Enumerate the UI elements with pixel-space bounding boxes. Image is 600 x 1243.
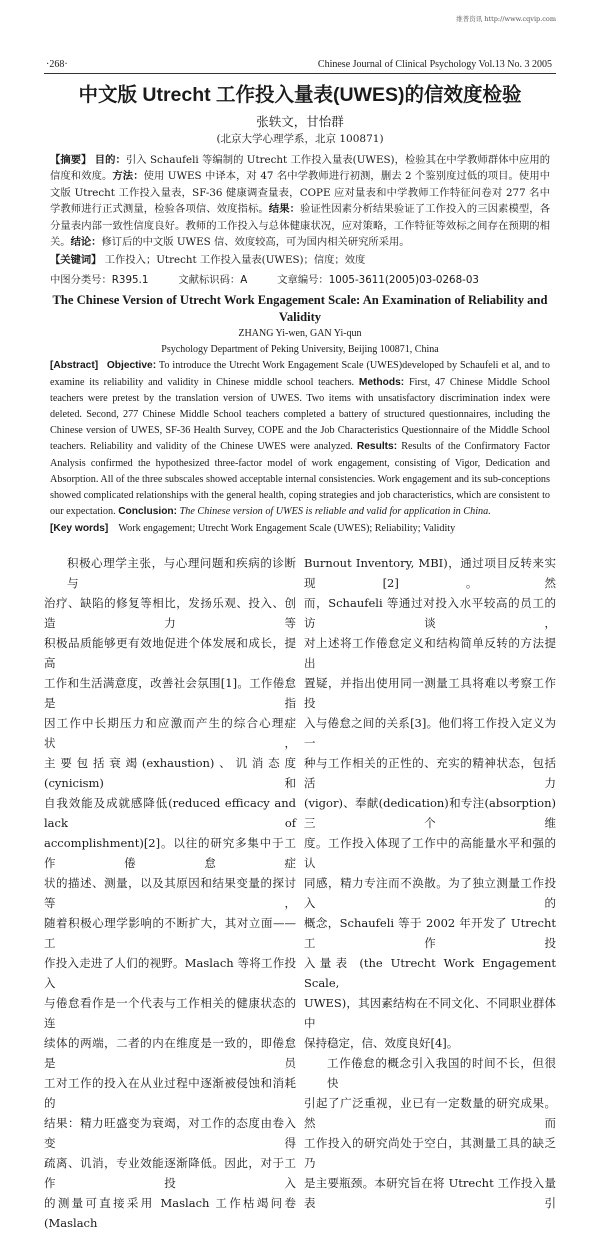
body-text-line: 保持稳定，信、效度良好[4]。 [304, 1036, 459, 1051]
running-header [44, 59, 556, 74]
body-text-line: (vigor)、奉献(dedication)和专注(absorption)三个维 [304, 796, 556, 831]
en-results-text: Results of the Confirmatory Factor Analysis confirmed the hypothesized three-factor model of work engagement, consisting of Vigor, Dedication and Absorption. All of the three subscales showed acceptable internal consistencies. Work engagement and its sub-conceptions showed complicated relationships with the general health, coping strategies and job characteristics, which are consistent to our expectation. [50, 441, 551, 518]
body-text-line: 同感，精力专注而不涣散。为了独立测量工作投入的 [304, 876, 556, 911]
abstract-label: 【摘要】 [50, 154, 92, 166]
en-abstract-label: [Abstract] [50, 360, 99, 372]
body-text-line: 结果：精力旺盛变为衰竭，对工作的态度由卷入变得 [44, 1116, 296, 1151]
conclusion-text: 修订后的中文版 UWES 信、效度较高，可为国内相关研究所采用。 [101, 236, 410, 249]
body-text-line: 与倦怠看作是一个代表与工作相关的健康状态的连 [44, 996, 296, 1031]
page-number: ·268· [46, 59, 68, 70]
english-abstract [50, 358, 550, 520]
body-text-line: 状的描述、测量，以及其原因和结果变量的探讨等， [44, 876, 296, 911]
document-code: 文献标识码：A [178, 274, 248, 287]
keywords-text: 工作投入；Utrecht 工作投入量表(UWES)；信度；效度 [104, 254, 366, 267]
en-keywords-label: [Key words] [50, 523, 109, 535]
running-header-journal: Chinese Journal of Clinical Psychology Vol.13 No. 3 2005 [317, 59, 552, 70]
body-text-line: 是主要瓶颈。本研究旨在将 Utrecht 工作投入量表引 [304, 1176, 556, 1211]
body-text-line: 入量表 (the Utrecht Work Engagement Scale, [304, 956, 556, 991]
body-text-line: 作投入走进了人们的视野。Maslach 等将工作投入 [44, 956, 296, 991]
en-methods-label: Methods: [358, 376, 405, 388]
body-text-line: 种与工作相关的正性的、充实的精神状态，包括活力 [304, 756, 556, 791]
body-text-line: 续体的两端，二者的内在维度是一致的，即倦怠是员 [44, 1036, 296, 1071]
en-objective-label: Objective: [106, 360, 157, 372]
body-text-line: 治疗、缺陷的修复等相比，发扬乐观、投入、创造力等 [44, 596, 296, 631]
body-text-line: 疏离、讥消，专业效能逐渐降低。因此，对于工作投入 [44, 1156, 296, 1191]
keywords-label: 【关键词】 [50, 254, 102, 267]
body-text-line: 而，Schaufeli 等通过对投入水平较高的员工的访谈， [304, 596, 556, 631]
en-keywords-text: Work engagement; Utrecht Work Engagement Scale (UWES); Reliability; Validity [118, 523, 456, 535]
body-text-line: 的测量可直接采用 Maslach 工作枯竭问卷(Maslach [44, 1196, 296, 1231]
body-text-line: UWES)，其因素结构在不同文化、不同职业群体中 [304, 996, 556, 1031]
methods-label: 方法： [112, 170, 144, 183]
body-text-line: 入与倦怠之间的关系[3]。他们将工作投入定义为一 [304, 716, 556, 751]
body-text-line: accomplishment)[2]。以往的研究多集中于工作倦怠症 [44, 836, 296, 871]
article-number: 文章编号：1005-3611(2005)03-0268-03 [277, 274, 479, 287]
watermark: 维普资讯 http://www.cqvip.com [456, 15, 556, 23]
body-column-left [44, 553, 296, 1233]
chinese-abstract [50, 152, 550, 250]
results-text: 验证性因素分析结果验证了工作投入的三因素模型，各分量表内部一致性信度良好。教师的工作投入与总体健康状况，应对策略，工作特征等效标之间存在预期的相关。 [50, 203, 551, 249]
body-text-line: 置疑，并指出使用同一测量工具将难以考察工作投 [304, 676, 556, 711]
en-methods-text: First, 47 Chinese Middle School teachers were pretest by the translation version of UWES. Two items with unsatisfactory discrimination index were deleted. Second, 277 Chinese Middle School teachers completed a battery of structured questionnaires, including the Chinese version of UWES, SF-36 Health Survey, COPE and the Job Characteristics Questionnaire of the Middle School teachers. Reliability and validity of the Chinese UWES were analyzed. [50, 376, 551, 453]
body-text-line: 因工作中长期压力和应激而产生的综合心理症状， [44, 716, 296, 751]
body-text-line: 积极心理学主张，与心理问题和疾病的诊断与 [67, 556, 296, 591]
conclusion-label: 结论： [70, 236, 102, 249]
en-conclusion-text: The Chinese version of UWES is reliable and valid for application in China. [179, 506, 491, 518]
body-text-line: 工作投入的研究尚处于空白，其测量工具的缺乏乃 [304, 1136, 556, 1171]
results-label: 结果： [268, 203, 301, 216]
body-text-line: 主要包括衰竭(exhaustion)、讥消态度(cynicism)和 [44, 756, 296, 791]
body-text-line: 工作倦怠的概念引入我国的时间不长，但很快 [327, 1056, 556, 1091]
body-text-line: 随着积极心理学影响的不断扩大，其对立面——工 [44, 916, 296, 951]
en-conclusion-label: Conclusion: [118, 506, 178, 518]
classification-line [50, 272, 550, 288]
authors: 张轶文，甘怡群 [256, 114, 344, 129]
body-text-line: 对上述将工作倦怠定义和结构简单反转的方法提出 [304, 636, 556, 671]
english-authors: ZHANG Yi-wen, GAN Yi-qun [238, 328, 362, 340]
en-objective-text: To introduce the Utrecht Work Engagement Scale (UWES)developed by Schaufeli et al, and to examine its reliability and validity in Chinese middle school teachers. [50, 360, 550, 388]
english-title: The Chinese Version of Utrecht Work Engagement Scale: An Examination of Reliability and Validity [52, 293, 548, 325]
body-columns [44, 553, 556, 1233]
body-text-line: 概念，Schaufeli 等于 2002 年开发了 Utrecht 工作投 [304, 916, 556, 951]
body-text-line: 工作和生活满意度，改善社会氛围[1]。工作倦怠是指 [44, 676, 296, 711]
affiliation: (北京大学心理学系，北京 100871) [216, 133, 384, 145]
english-keywords [50, 521, 550, 537]
methods-text: 使用 UWES 中译本，对 47 名中学教师进行初测，删去 2 个鉴别度过低的项目。使用中文版 Utrecht 工作投入量表，SF-36 健康调查量表，COPE 应对量表和中学教师工作特征问卷对 277 名中学教师进行正式测量，检验各项信、效度指标。 [50, 170, 551, 216]
objective-text: 引入 Schaufeli 等编制的 Utrecht 工作投入量表(UWES)，检验其在中学教师群体中应用的信度和效度。 [50, 154, 550, 183]
english-affiliation: Psychology Department of Peking University, Beijing 100871, China [161, 344, 439, 356]
paper-title: 中文版 Utrecht 工作投入量表(UWES)的信效度检验 [78, 84, 522, 106]
body-text-line: 积极品质能够更有效地促进个体发展和成长，提高 [44, 636, 296, 671]
objective-label: 目的： [94, 154, 126, 166]
body-text-line: 引起了广泛重视，业已有一定数量的研究成果。然而 [304, 1096, 556, 1131]
body-text-line: 自我效能及成就感降低(reduced efficacy and lack of [44, 796, 296, 831]
en-results-label: Results: [356, 441, 398, 453]
body-text-line: Burnout Inventory, MBI)，通过项目反转来实现[2]。然 [304, 556, 556, 591]
clc-number: 中图分类号：R395.1 [50, 274, 149, 287]
body-text-line: 工对工作的投入在从业过程中逐渐被侵蚀和消耗的 [44, 1076, 296, 1111]
body-text-line: 度。工作投入体现了工作中的高能量水平和强的认 [304, 836, 556, 871]
chinese-keywords [50, 252, 550, 268]
body-column-right [304, 553, 556, 1233]
